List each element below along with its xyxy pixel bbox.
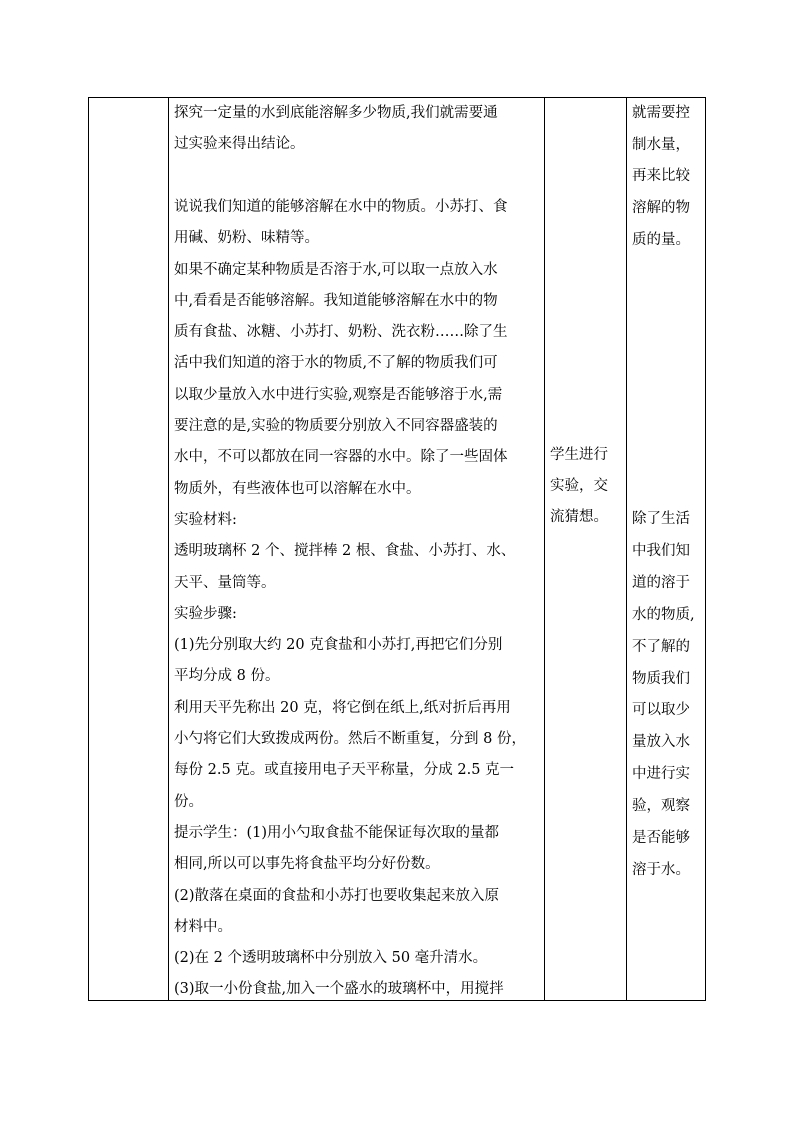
empty-first-column-cell bbox=[89, 98, 168, 1000]
process-text-line: 用碱、奶粉、味精等。 bbox=[174, 230, 319, 247]
lesson-plan-table bbox=[88, 97, 706, 1001]
process-text-line: 利用天平先称出 20 克，将它倒在纸上,纸对折后再用 bbox=[174, 699, 511, 716]
process-text-line: (2)在 2 个透明玻璃杯中分别放入 50 毫升清水。 bbox=[174, 950, 488, 967]
design-intent-line: 就需要控 bbox=[632, 105, 690, 121]
design-intent-line: 量放入水 bbox=[632, 734, 690, 751]
design-intent-line: 水的物质, bbox=[632, 606, 695, 623]
design-intent-line: 中进行实 bbox=[632, 766, 690, 783]
design-intent-line: 再来比较 bbox=[632, 168, 690, 185]
process-text-line: 实验步骤: bbox=[174, 605, 237, 622]
teaching-process-cell bbox=[169, 98, 544, 1000]
design-intent-cell bbox=[627, 98, 706, 1000]
design-intent-line: 验，观察 bbox=[632, 798, 690, 815]
process-text-line: 说说我们知道的能够溶解在水中的物质。小苏打、食 bbox=[174, 198, 508, 215]
process-text-line: (2)散落在桌面的食盐和小苏打也要收集起来放入原 bbox=[174, 887, 500, 904]
process-text-line: (1)先分别取大约 20 克食盐和小苏打,再把它们分别 bbox=[174, 637, 503, 654]
design-intent-line: 物质我们 bbox=[632, 670, 690, 687]
design-intent-line: 制水量， bbox=[632, 136, 690, 153]
process-text-line: 活中我们知道的溶于水的物质,不了解的物质我们可 bbox=[174, 355, 498, 372]
design-intent-line: 质的量。 bbox=[632, 231, 690, 248]
design-intent-line: 是否能够 bbox=[632, 830, 690, 846]
process-text-line: 材料中。 bbox=[174, 918, 232, 935]
process-text-line: 探究一定量的水到底能溶解多少物质,我们就需要通 bbox=[174, 105, 498, 121]
process-text-line: 小勺将它们大致拨成两份。然后不断重复，分到 8 份， bbox=[174, 731, 526, 747]
process-text-line: 如果不确定某种物质是否溶于水,可以取一点放入水 bbox=[174, 261, 498, 278]
process-text-line: 实验材料: bbox=[174, 511, 237, 528]
design-intent-line: 道的溶于 bbox=[632, 574, 690, 591]
design-intent-line: 溶于水。 bbox=[632, 861, 690, 878]
process-text-line: 要注意的是,实验的物质要分别放入不同容器盛装的 bbox=[174, 418, 498, 434]
process-text-line: (3)取一小份食盐,加入一个盛水的玻璃杯中，用搅拌 bbox=[174, 981, 504, 998]
process-text-line: 份。 bbox=[174, 793, 203, 810]
process-text-line: 质有食盐、冰糖、小苏打、奶粉、洗衣粉……除了生 bbox=[174, 324, 508, 341]
process-text-line: 提示学生：(1)用小勺取食盐不能保证每次取的量都 bbox=[174, 824, 500, 841]
design-intent-line: 不了解的 bbox=[632, 638, 690, 655]
design-intent-line: 溶解的物 bbox=[632, 200, 690, 217]
design-intent-line: 可以取少 bbox=[632, 702, 690, 719]
process-text-line: 相同,所以可以事先将食盐平均分好份数。 bbox=[174, 856, 440, 873]
process-text-line: 透明玻璃杯 2 个、搅拌棒 2 根、食盐、小苏打、水、 bbox=[174, 543, 516, 560]
student-activity-line: 流猜想。 bbox=[550, 509, 608, 525]
process-text-line: 中,看看是否能够溶解。我知道能够溶解在水中的物 bbox=[174, 292, 498, 309]
student-activity-line: 学生进行 bbox=[550, 447, 608, 463]
process-text-line: 每份 2.5 克。或直接用电子天平称量，分成 2.5 克一 bbox=[174, 762, 515, 779]
design-intent-line: 除了生活 bbox=[632, 511, 690, 527]
process-text-line: 天平、量筒等。 bbox=[174, 574, 276, 591]
process-text-line: 物质外，有些液体也可以溶解在水中。 bbox=[174, 480, 421, 497]
process-text-line: 过实验来得出结论。 bbox=[174, 136, 305, 153]
student-activity-line: 实验，交 bbox=[550, 478, 608, 494]
process-text-line: 水中，不可以都放在同一容器的水中。除了一些固体 bbox=[174, 449, 508, 466]
design-intent-line: 中我们知 bbox=[632, 542, 690, 559]
process-text-line: 平均分成 8 份。 bbox=[174, 668, 280, 685]
process-text-line: 以取少量放入水中进行实验,观察是否能够溶于水,需 bbox=[174, 386, 503, 403]
student-activity-cell bbox=[545, 98, 626, 1000]
